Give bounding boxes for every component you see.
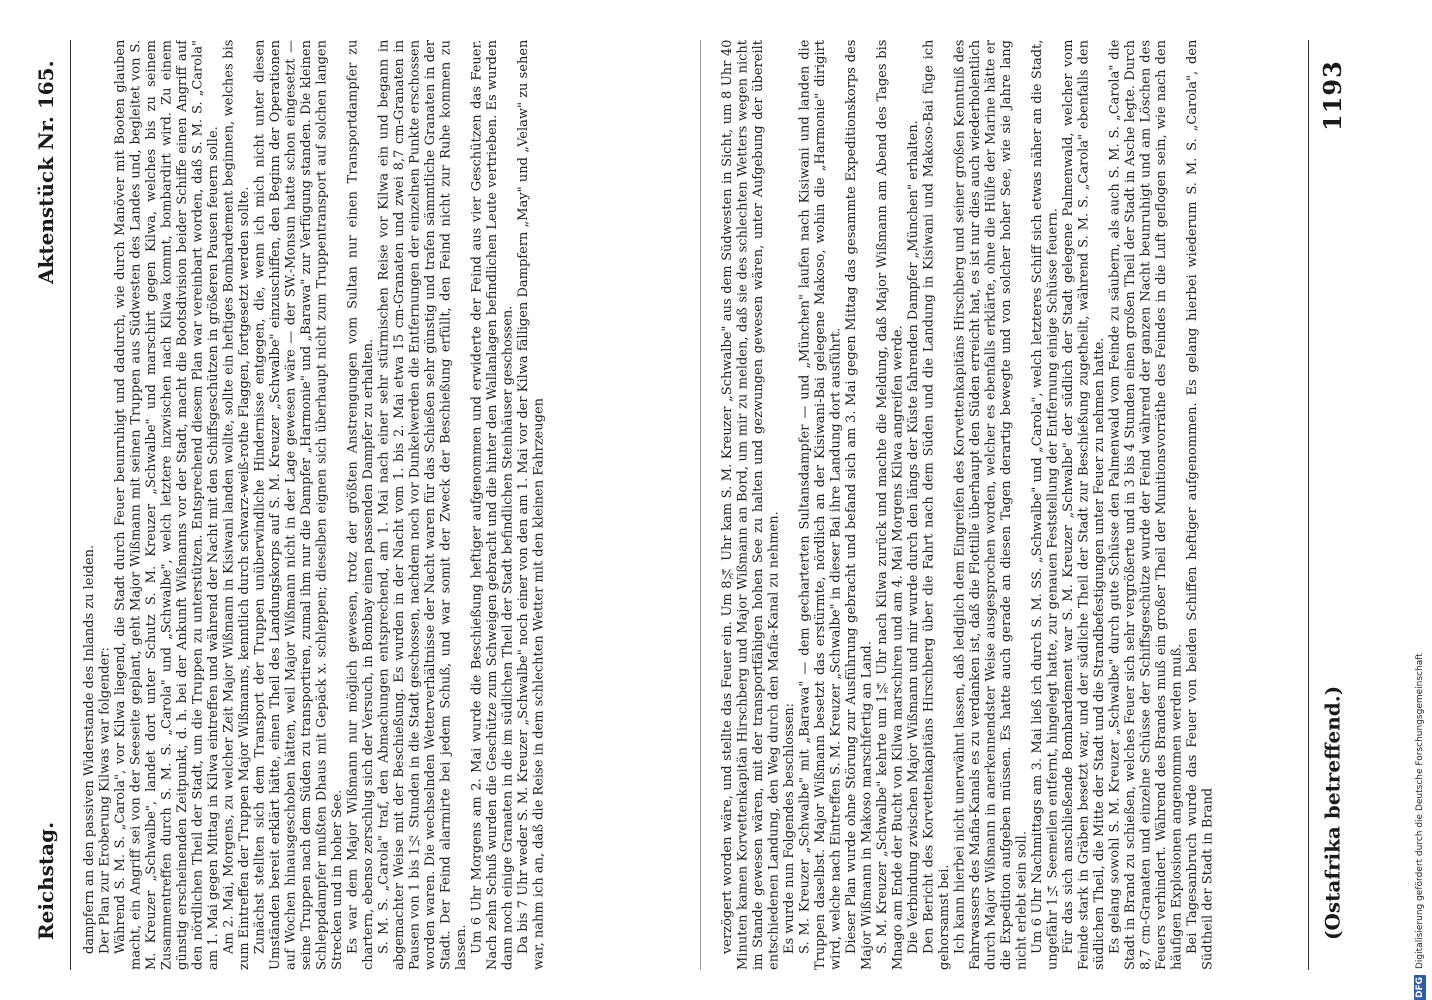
paragraph: Um 6 Uhr Nachmittags am 3. Mai ließ ich durch S. M. SS. „Schwalbe" und „Carola", welch letzteres Schiff sich etwas näher an die Stadt, ungefähr 1¼ Seemeilen entfernt, hingelegt hatte, zur genauen Feststellung der Entfernung einige Schüsse feuern. [1030, 40, 1061, 970]
paragraph: dampfern an den passiven Widerstande des Inlands zu leiden. [82, 545, 97, 955]
text-column-left [82, 40, 672, 970]
page-number: 1193 [1318, 60, 1347, 131]
paragraph: Der Plan zur Eroberung Kilwas war folgender: [97, 647, 113, 955]
document-number: Aktenstück Nr. 165. [34, 60, 58, 284]
column-divider [700, 40, 701, 970]
paragraph: Ich kann hierbei nicht unerwähnt lassen, daß lediglich dem Eingreifen des Korvettenkapitäns Hirschberg und seiner großen Kenntniß des Fahrwassers des Mafia-Kanals es zu verdanken ist, daß die Flottille überhaupt den Süden erreicht hat, es ist nur dies auch wiederholentlich durch Major Wißmann in anerkennendster Weise ausgesprochen worden, welcher es ebenfalls erklärte, ohne die Hülfe der Marine hätte er die Expedition aufgeben müssen. Es hatte auch gerade an diesen Tagen derartig bewegte und von solcher hoher See, wie sie Jahre lang nicht erlebt sein soll. [952, 40, 1030, 970]
chamber-title: Reichstag. [34, 821, 58, 940]
running-head-left [34, 60, 58, 940]
paragraph: Bei Tagesanbruch wurde das Feuer von beiden Schiffen heftiger aufgenommen. Es gelang hierbei wiederum S. M. S. „Carola", den Südtheil der Stadt in Brand [1185, 40, 1216, 970]
paragraph: Die Verbindung zwischen Major Wißmann und mir wurde durch den längs der Küste fahrenden Dampfer „München" erhalten. [906, 120, 921, 955]
paragraph: Um 6 Uhr Morgens am 2. Mai wurde die Beschießung heftiger aufgenommen und erwiderte der Feind aus vier Geschützen das Feuer. Nach zehn Schuß wurden die Geschütze zum Schweigen gebracht und die hinter den Wallanlagen befindlichen Leute vertrieben. Es wurden dann noch einige Granaten in die im südlichen Theil der Stadt befindlichen Steinhäuser geschossen. [469, 40, 516, 970]
paragraph: S. M. Kreuzer „Schwalbe" kehrte um 1¾ Uhr nach Kilwa zurück und machte die Meldung, daß Major Wißmann am Abend des Tages bis Mnago am Ende der Bucht von Kilwa marschiren und am 4. Mai Morgens Kilwa angreifen werde. [875, 40, 906, 970]
header-rule-right [1308, 40, 1309, 970]
paragraph: Am 2. Mai, Morgens, zu welcher Zeit Major Wißmann in Kisiwani landen wollte, sollte ein heftiges Bombardement beginnen, welches bis zum Eintreffen der Truppen Major Wißmanns, kenntlich durch schwarz-weiß-rothe Flaggen, fortgesetzt werden sollte. [221, 40, 252, 970]
paragraph: S. M. S. „Carola" traf, den Abmachungen entsprechend, am 1. Mai nach einer sehr stürmischen Reise vor Kilwa ein und begann in abgemachter Weise mit der Beschießung. Es wurden in der Nacht vom 1. bis 2. Mai etwa 15 cm-Granaten und zwei 8,7 cm-Granaten in Pausen von 1 bis 1½ Stunden in die Stadt geschossen, nachdem noch vor Dunkelwerden die Entfernungen der einzelnen Punkte erschossen worden waren. Die wechselnden Wetterverhältnisse der Nacht waren für das Schießen sehr günstig und trafen sämmtliche Granaten in der Stadt. Der Feind alarmirte bei jedem Schuß, und war somit der Zweck der Beschießung erfüllt, den Feind nicht zur Ruhe kommen zu lassen. [376, 40, 469, 970]
header-rule-left [70, 40, 71, 970]
text-column-right [720, 40, 1318, 970]
paragraph: Dieser Plan wurde ohne Störung zur Ausführung gebracht und befand sich am 3. Mai gegen Mittag das gesammte Expeditionskorps des Major Wißmann in Makoso marschfertig an Land. [844, 40, 875, 970]
paragraph: Es war dem Major Wißmann nur möglich gewesen, trotz der größten Anstrengungen vom Sultan nur einen Transportdampfer zu chartern, ebenso zerschlug sich der Versuch, in Bombay einen passenden Dampfer zu erhalten. [345, 40, 376, 970]
paragraph: Den Bericht des Korvettenkapitäns Hirschberg über die Fahrt nach dem Süden und die Landung in Kisiwani und Makoso-Bai füge ich gehorsamst bei. [921, 40, 952, 970]
paragraph: Es gelang sowohl S. M. Kreuzer „Schwalbe" durch gute Schüsse den Palmenwald vom Feinde zu säubern, als auch S. M. S. „Carola" die Stadt in Brand zu schießen, welches Feuer sich sehr vergrößerte und in 3 bis 4 Stunden einen großen Theil der Stadt in Asche legte. Durch 8,7 cm-Granaten und einzelne Schüsse der Schiffsgeschütze wurde der Feind während der ganzen Nacht beunruhigt und am Löschen des Feuers verhindert. Während des Brandes muß ein großer Theil der Munitionsvorräthe des Feindes in die Luft geflogen sein, wie nach den häufigen Explosionen angenommen werden muß. [1107, 40, 1185, 970]
paragraph: Da bis 7 Uhr weder S. M. Kreuzer „Schwalbe" noch einer von den am 1. Mai vor der Kilwa fälligen Dampfern „May" und „Velaw" zu sehen war, nahm ich an, daß die Reise in dem schlechten Wetter mit den kleinen Fahrzeugen [516, 40, 547, 970]
funding-notice [1408, 0, 1432, 1000]
running-head-right [1318, 60, 1347, 940]
section-title: (Ostafrika betreffend.) [1320, 685, 1345, 940]
paragraph: Zunächst stellten sich dem Transport der Truppen unüberwindliche Hindernisse entgegen, die, wenn ich mich nicht unter diesen Umständen bereit erklärt hätte, einen Theil des Landungskorps auf S. M. Kreuzer „Schwalbe" einzuschiffen, den Beginn der Operationen auf Wochen hinausgeschoben hätten, weil Major Wißmann nicht in der Lage gewesen wäre — der SW.-Monsun hatte schon eingesetzt — seine Truppen nach dem Süden zu transportiren, zumal ihm nur die Dampfer „Harmonie" und „Barawa" zur Verfügung standen. Die kleinen Schleppdampfer mußten Dhaus mit Gepäck x. schleppen; dieselben eignen sich überhaupt nicht zum Truppentransport auf solchen langen Strecken und in hoher See. [252, 40, 345, 970]
paragraph: verzögert worden wäre, und stellte das Feuer ein. Um 8¾ Uhr kam S. M. Kreuzer „Schwalbe" aus dem Südwesten in Sicht, um 8 Uhr 40 Minuten kamen Korvettenkapitän Hirschberg und Major Wißmann an Bord, um mir zu melden, daß sie des schlechten Wetters wegen nicht im Stande gewesen wären, mit der transportfähigen hohen See zu halten und gezwungen gewesen wären, unter Aufgebung der übereilt entschiedenen Landung, den Weg durch den Mafia-Kanal zu nehmen. [720, 40, 782, 970]
paragraph: Für das sich anschließende Bombardement war S. M. Kreuzer „Schwalbe" der südlich der Stadt gelegene Palmenwald, welcher vom Feinde stark in Gräben besetzt war, und der südliche Theil der Stadt zur Beschießung zugetheilt, während S. M. S. „Carola" ebenfalls den südlichen Theil, die Mitte der Stadt und die Strandbefestigungen unter Feuer zu nehmen hatte. [1061, 40, 1107, 970]
funding-notice-text: Digitalisierung gefördert durch die Deutsche Forschungsgemeinschaft [1415, 653, 1425, 969]
paragraph: Es wurde nun Folgendes beschlossen: [782, 703, 797, 955]
paragraph: Während S. M. S. „Carola", vor Kilwa liegend, die Stadt durch Feuer beunruhigt und dadurch, wie durch Manöver mit Booten glauben macht, ein Angriff sei von der Seeseite geplant, geht Major Wißmann mit seinen Truppen aus Südwesten des Landes und, begleitet von S. M. Kreuzer „Schwalbe", landet dort unter Schutz S. M. Kreuzer „Schwalbe" und marschirt gegen Kilwa, welches bis zu seinem Zusammentreffen durch S. M. S. „Carola" und „Schwalbe", welch letztere inzwischen nach Kilwa kommt, bombardirt wird. Zu einem günstig erscheinenden Zeitpunkt, d. h. bei der Ankunft Wißmanns vor der Stadt, macht die Bootsdivision beider Schiffe einen Angriff auf den nördlichen Theil der Stadt, um die Truppen zu unterstützen. Entsprechend diesem Plan war vereinbart worden, daß S. M. S. „Carola" am 1. Mai gegen Mittag in Kilwa eintreffen und während der Nacht mit den Schiffsgeschützen in größeren Pausen feuern solle. [113, 40, 221, 970]
paragraph: S. M. Kreuzer „Schwalbe" mit „Barawa" — dem gecharterten Sultansdampfer — und „München" laufen nach Kisiwani und landen die Truppen daselbst. Major Wißmann besetzt das erstürmte, nördlich an der Kisiwani-Bai gelegene Makoso, wohin die „Harmonie" dirigirt wird, welche nach Eintreffen S. M. Kreuzer „Schwalbe" in dieser Bai ihre Landung dort ausführt. [797, 40, 844, 970]
dfg-logo: DFG [1415, 976, 1425, 998]
